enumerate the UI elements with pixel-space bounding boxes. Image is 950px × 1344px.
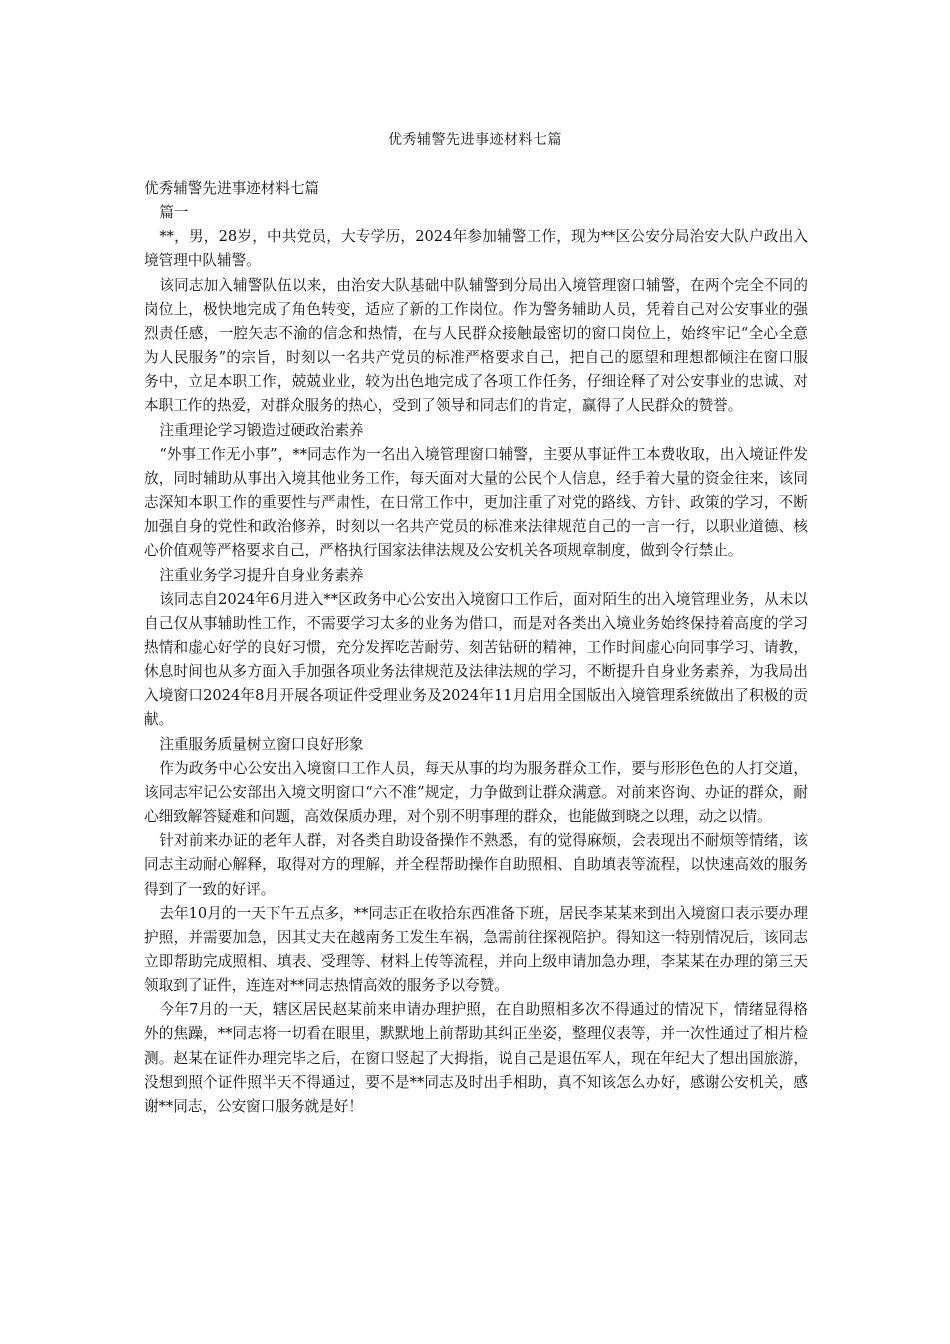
body-paragraph: 该同志自2024年6月进入**区政务中心公安出入境窗口工作后，面对陌生的出入境管理业务，从未以自己仅从事辅助性工作，不需要学习太多的业务为借口，而是对各类出入境业务始终保持着高度的学习热情和虚心好学的良好习惯，充分发挥吃苦耐劳、刻苦钻研的精神，工作时间虚心向同事学习、请教，休息时间也从多方面入手加强各项业务法律规范及法律法规的学习，不断提升自身业务素养，为我局出入境窗口2024年8月开展各项证件受理业务及2024年11月启用全国版出入境管理系统做出了积极的贡献。	[144, 590, 808, 729]
body-paragraph: “外事工作无小事”，**同志作为一名出入境管理窗口辅警，主要从事证件工本费收取，出入境证件发放，同时辅助从事出入境其他业务工作，每天面对大量的公民个人信息，经手着大量的资金往来，该同志深知本职工作的重要性与严肃性，在日常工作中，更加注重了对党的路线、方针、政策的学习，不断加强自身的党性和政治修养，时刻以一名共产党员的标准来法律规范自己的一言一行，以职业道德、核心价值观等严格要求自己，严格执行国家法律法规及公安机关各项规章制度，做到令行禁止。	[144, 445, 808, 560]
body-paragraph: **，男，28岁，中共党员，大专学历，2024年参加辅警工作，现为**区公安分局治安大队户政出入境管理中队辅警。	[144, 228, 808, 270]
body-paragraph: 针对前来办证的老年人群，对各类自助设备操作不熟悉，有的觉得麻烦，会表现出不耐烦等情绪，该同志主动耐心解释，取得对方的理解，并全程帮助操作自助照相、自助填表等流程，以快速高效的服务得到了一致的好评。	[144, 832, 808, 898]
document-title: 优秀辅警先进事迹材料七篇	[388, 132, 562, 148]
body-paragraph: 今年7月的一天，辖区居民赵某前来申请办理护照，在自助照相多次不得通过的情况下，情绪显得格外的焦躁，**同志将一切看在眼里，默默地上前帮助其纠正坐姿，整理仪表等，并一次性通过了相片检测。赵某在证件办理完毕之后，在窗口竖起了大拇指，说自己是退伍军人，现在年纪大了想出国旅游，没想到照个证件照半天不得通过，要不是**同志及时出手相助，真不知该怎么办好，感谢公安机关，感谢**同志，公安窗口服务就是好！	[144, 1001, 808, 1115]
section-heading: 注重业务学习提升自身业务素养	[159, 566, 364, 584]
document-body	[144, 177, 808, 1119]
section-heading: 注重理论学习锻造过硬政治素养	[159, 421, 364, 439]
body-paragraph: 该同志加入辅警队伍以来，由治安大队基础中队辅警到分局出入境管理窗口辅警，在两个完全不同的岗位上，极快地完成了角色转变，适应了新的工作岗位。作为警务辅助人员，凭着自己对公安事业的强烈责任感，一腔矢志不渝的信念和热情，在与人民群众接触最密切的窗口岗位上，始终牢记“全心全意为人民服务”的宗旨，时刻以一名共产党员的标准严格要求自己，把自己的愿望和理想都倾注在窗口服务中，立足本职工作，兢兢业业，较为出色地完成了各项工作任务，仔细诠释了对公安事业的忠诚、对本职工作的热爱，对群众服务的热心，受到了领导和同志们的肯定，赢得了人民群众的赞誉。	[144, 276, 808, 415]
body-paragraph: 去年10月的一天下午五点多，**同志正在收拾东西准备下班，居民李某某来到出入境窗口表示要办理护照，并需要加急，因其丈夫在越南务工发生车祸，急需前往探视陪护。得知这一特别情况后，该同志立即帮助完成照相、填表、受理等、材料上传等流程，并向上级申请加急办理，李某某在办理的第三天领取到了证件，连连对**同志热情高效的服务予以夸赞。	[144, 904, 808, 995]
section-label: 篇一	[159, 204, 189, 222]
body-paragraph: 作为政务中心公安出入境窗口工作人员，每天从事的均为服务群众工作，要与形形色色的人打交道，该同志牢记公安部出入境文明窗口“六不准”规定，力争做到让群众满意。对前来咨询、办证的群众，耐心细致解答疑难和问题，高效保质办理，对个别不明事理的群众，也能做到晓之以理，动之以情。	[144, 759, 808, 826]
document-subtitle: 优秀辅警先进事迹材料七篇	[144, 180, 320, 197]
section-heading: 注重服务质量树立窗口良好形象	[159, 735, 364, 753]
